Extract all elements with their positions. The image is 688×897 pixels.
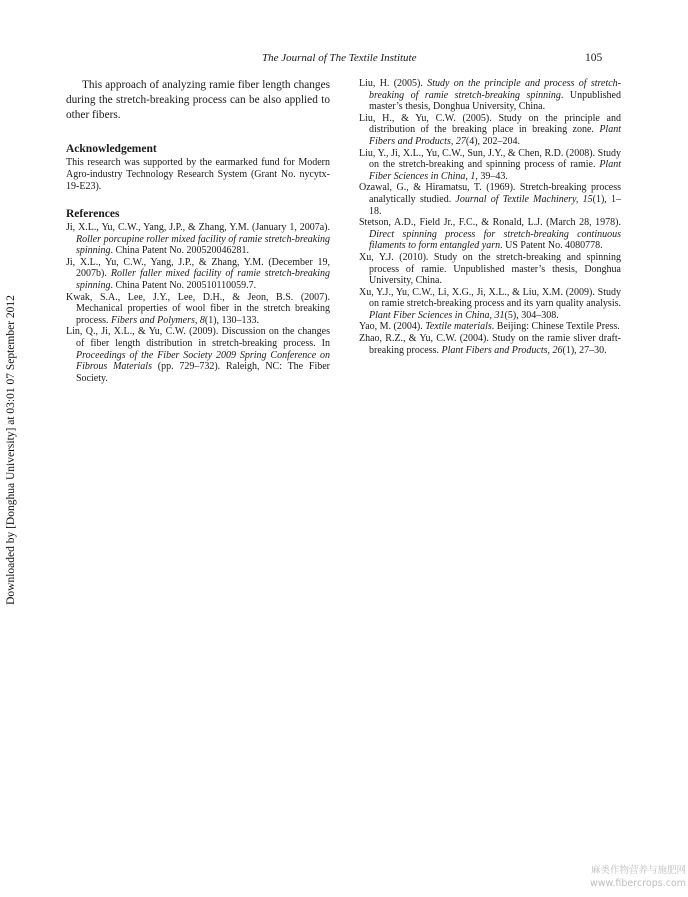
reference-entry bbox=[66, 292, 330, 327]
reference-text-segment: . China Patent No. 200510110059.7. bbox=[110, 279, 257, 291]
reference-text-segment: (1), 130–133. bbox=[204, 314, 260, 326]
reference-italic-segment: Roller porcupine roller mixed facility of ramie stretch-breaking spinning bbox=[76, 233, 330, 257]
reference-text-segment: Zhao, R.Z., & Yu, C.W. (2004). Study on the ramie sliver draft-breaking process. bbox=[359, 333, 621, 356]
reference-entry bbox=[359, 333, 621, 356]
reference-entry bbox=[359, 217, 621, 252]
reference-entry bbox=[359, 321, 621, 333]
reference-text-segment: (pp. 729–732). Raleigh, NC: The Fiber Society. bbox=[76, 361, 330, 384]
reference-entry bbox=[359, 182, 621, 217]
reference-list-right bbox=[359, 78, 621, 356]
reference-text-segment: . Unpublished master’s thesis, Donghua University, China. bbox=[369, 89, 621, 113]
reference-text-segment: Ji, X.L., Yu, C.W., Yang, J.P., & Zhang, Y.M. (December 19, 2007b). bbox=[66, 256, 330, 280]
reference-entry bbox=[66, 257, 330, 292]
reference-entry bbox=[359, 287, 621, 322]
reference-text-segment: Kwak, S.A., Lee, J.Y., Lee, D.H., & Jeon, B.S. (2007). Mechanical properties of wool fiber in the stretch breaking process. bbox=[66, 291, 330, 326]
reference-text-segment: Xu, Y.J., Yu, C.W., Li, X.G., Ji, X.L., & Liu, X.M. (2009). Study on ramie stretch-breaking process and its yarn quality analysis. bbox=[359, 286, 621, 310]
references-heading: References bbox=[66, 208, 120, 220]
page-number: 105 bbox=[585, 52, 603, 64]
reference-italic-segment: Journal of Textile Machinery, 15 bbox=[455, 193, 593, 205]
reference-text-segment: , 39–43. bbox=[475, 170, 508, 182]
reference-entry bbox=[359, 252, 621, 287]
reference-text-segment: Xu, Y.J. (2010). Study on the stretch-breaking and spinning process of ramie. Unpublished master’s thesis, Donghua University, China. bbox=[359, 251, 621, 287]
reference-text-segment: (1), 27–30. bbox=[562, 344, 607, 356]
reference-text-segment: . Beijing: Chinese Textile Press. bbox=[491, 321, 620, 333]
reference-text-segment: (4), 202–204. bbox=[465, 135, 521, 147]
download-stamp: Downloaded by [Donghua University] at 03:01 07 September 2012 bbox=[5, 295, 17, 605]
left-column bbox=[66, 78, 330, 384]
reference-italic-segment: Plant Fibers and Products, 27 bbox=[369, 124, 621, 147]
acknowledgement-heading: Acknowledgement bbox=[66, 143, 157, 155]
reference-italic-segment: Plant Fibers and Products, 26 bbox=[441, 344, 563, 356]
reference-entry bbox=[359, 113, 621, 148]
reference-entry bbox=[359, 148, 621, 183]
reference-italic-segment: Direct spinning process for stretch-breaking continuous filaments to form entangled yarn bbox=[369, 228, 621, 252]
reference-text-segment: Lin, Q., Ji, X.L., & Yu, C.W. (2009). Discussion on the changes of fiber length distribution in stretch-breaking process. In bbox=[66, 326, 330, 349]
reference-text-segment: Liu, H., & Yu, C.W. (2005). Study on the principle and distribution of the breaking place in breaking zone. bbox=[359, 112, 621, 136]
reference-entry bbox=[359, 78, 621, 113]
reference-entry bbox=[66, 326, 330, 384]
acknowledgement-text: This research was supported by the earmarked fund for Modern Agro-industry Technology Research System (Grant No. nycytx-19-E23). bbox=[66, 157, 330, 192]
reference-italic-segment: Proceedings of the Fiber Society 2009 Spring Conference on Fibrous Materials bbox=[76, 349, 330, 373]
reference-italic-segment: Plant Fiber Sciences in China, 31 bbox=[369, 309, 505, 321]
reference-list-left bbox=[66, 222, 330, 384]
reference-italic-segment: Study on the principle and process of stretch-breaking of ramie stretch-breaking spinning bbox=[369, 78, 621, 101]
reference-text-segment: Stetson, A.D., Field Jr., F.C., & Ronald, L.J. (March 28, 1978). bbox=[359, 217, 621, 229]
watermark-url: www.fibercrops.com bbox=[589, 878, 686, 889]
reference-italic-segment: Roller faller mixed facility of ramie stretch-breaking spinning bbox=[76, 268, 330, 291]
reference-text-segment: Liu, H. (2005). bbox=[359, 78, 428, 89]
reference-text-segment: Ji, X.L., Yu, C.W., Yang, J.P., & Zhang, Y.M. (January 1, 2007a). bbox=[66, 222, 330, 233]
reference-text-segment: . US Patent No. 4080778. bbox=[500, 240, 603, 252]
site-watermark bbox=[561, 864, 686, 890]
closing-paragraph: This approach of analyzing ramie fiber length changes during the stretch-breaking process can be also applied to other fibers. bbox=[66, 79, 330, 121]
watermark-site-name: 麻类作物营养与施肥网 bbox=[590, 865, 686, 876]
reference-italic-segment: Plant Fiber Sciences in China, 1 bbox=[369, 159, 621, 182]
reference-text-segment: . China Patent No. 200520046281. bbox=[110, 245, 250, 257]
reference-text-segment: Liu, Y., Ji, X.L., Yu, C.W., Sun, J.Y., & Chen, R.D. (2008). Study on the stretch-breaking and spinning process of ramie. bbox=[359, 147, 621, 171]
reference-text-segment: Ozawal, G., & Hiramatsu, T. (1969). Stretch-breaking process analytically studied. bbox=[359, 182, 621, 205]
reference-italic-segment: Fibers and Polymers, 8 bbox=[111, 314, 205, 326]
reference-text-segment: (1), 1–18. bbox=[369, 193, 621, 217]
reference-text-segment: Yao, M. (2004). bbox=[359, 321, 426, 333]
reference-text-segment: (5), 304–308. bbox=[504, 309, 559, 321]
reference-entry bbox=[66, 222, 330, 257]
running-head-journal-title: The Journal of The Textile Institute bbox=[262, 52, 417, 64]
reference-italic-segment: Textile materials bbox=[425, 321, 492, 333]
right-column bbox=[359, 78, 621, 356]
